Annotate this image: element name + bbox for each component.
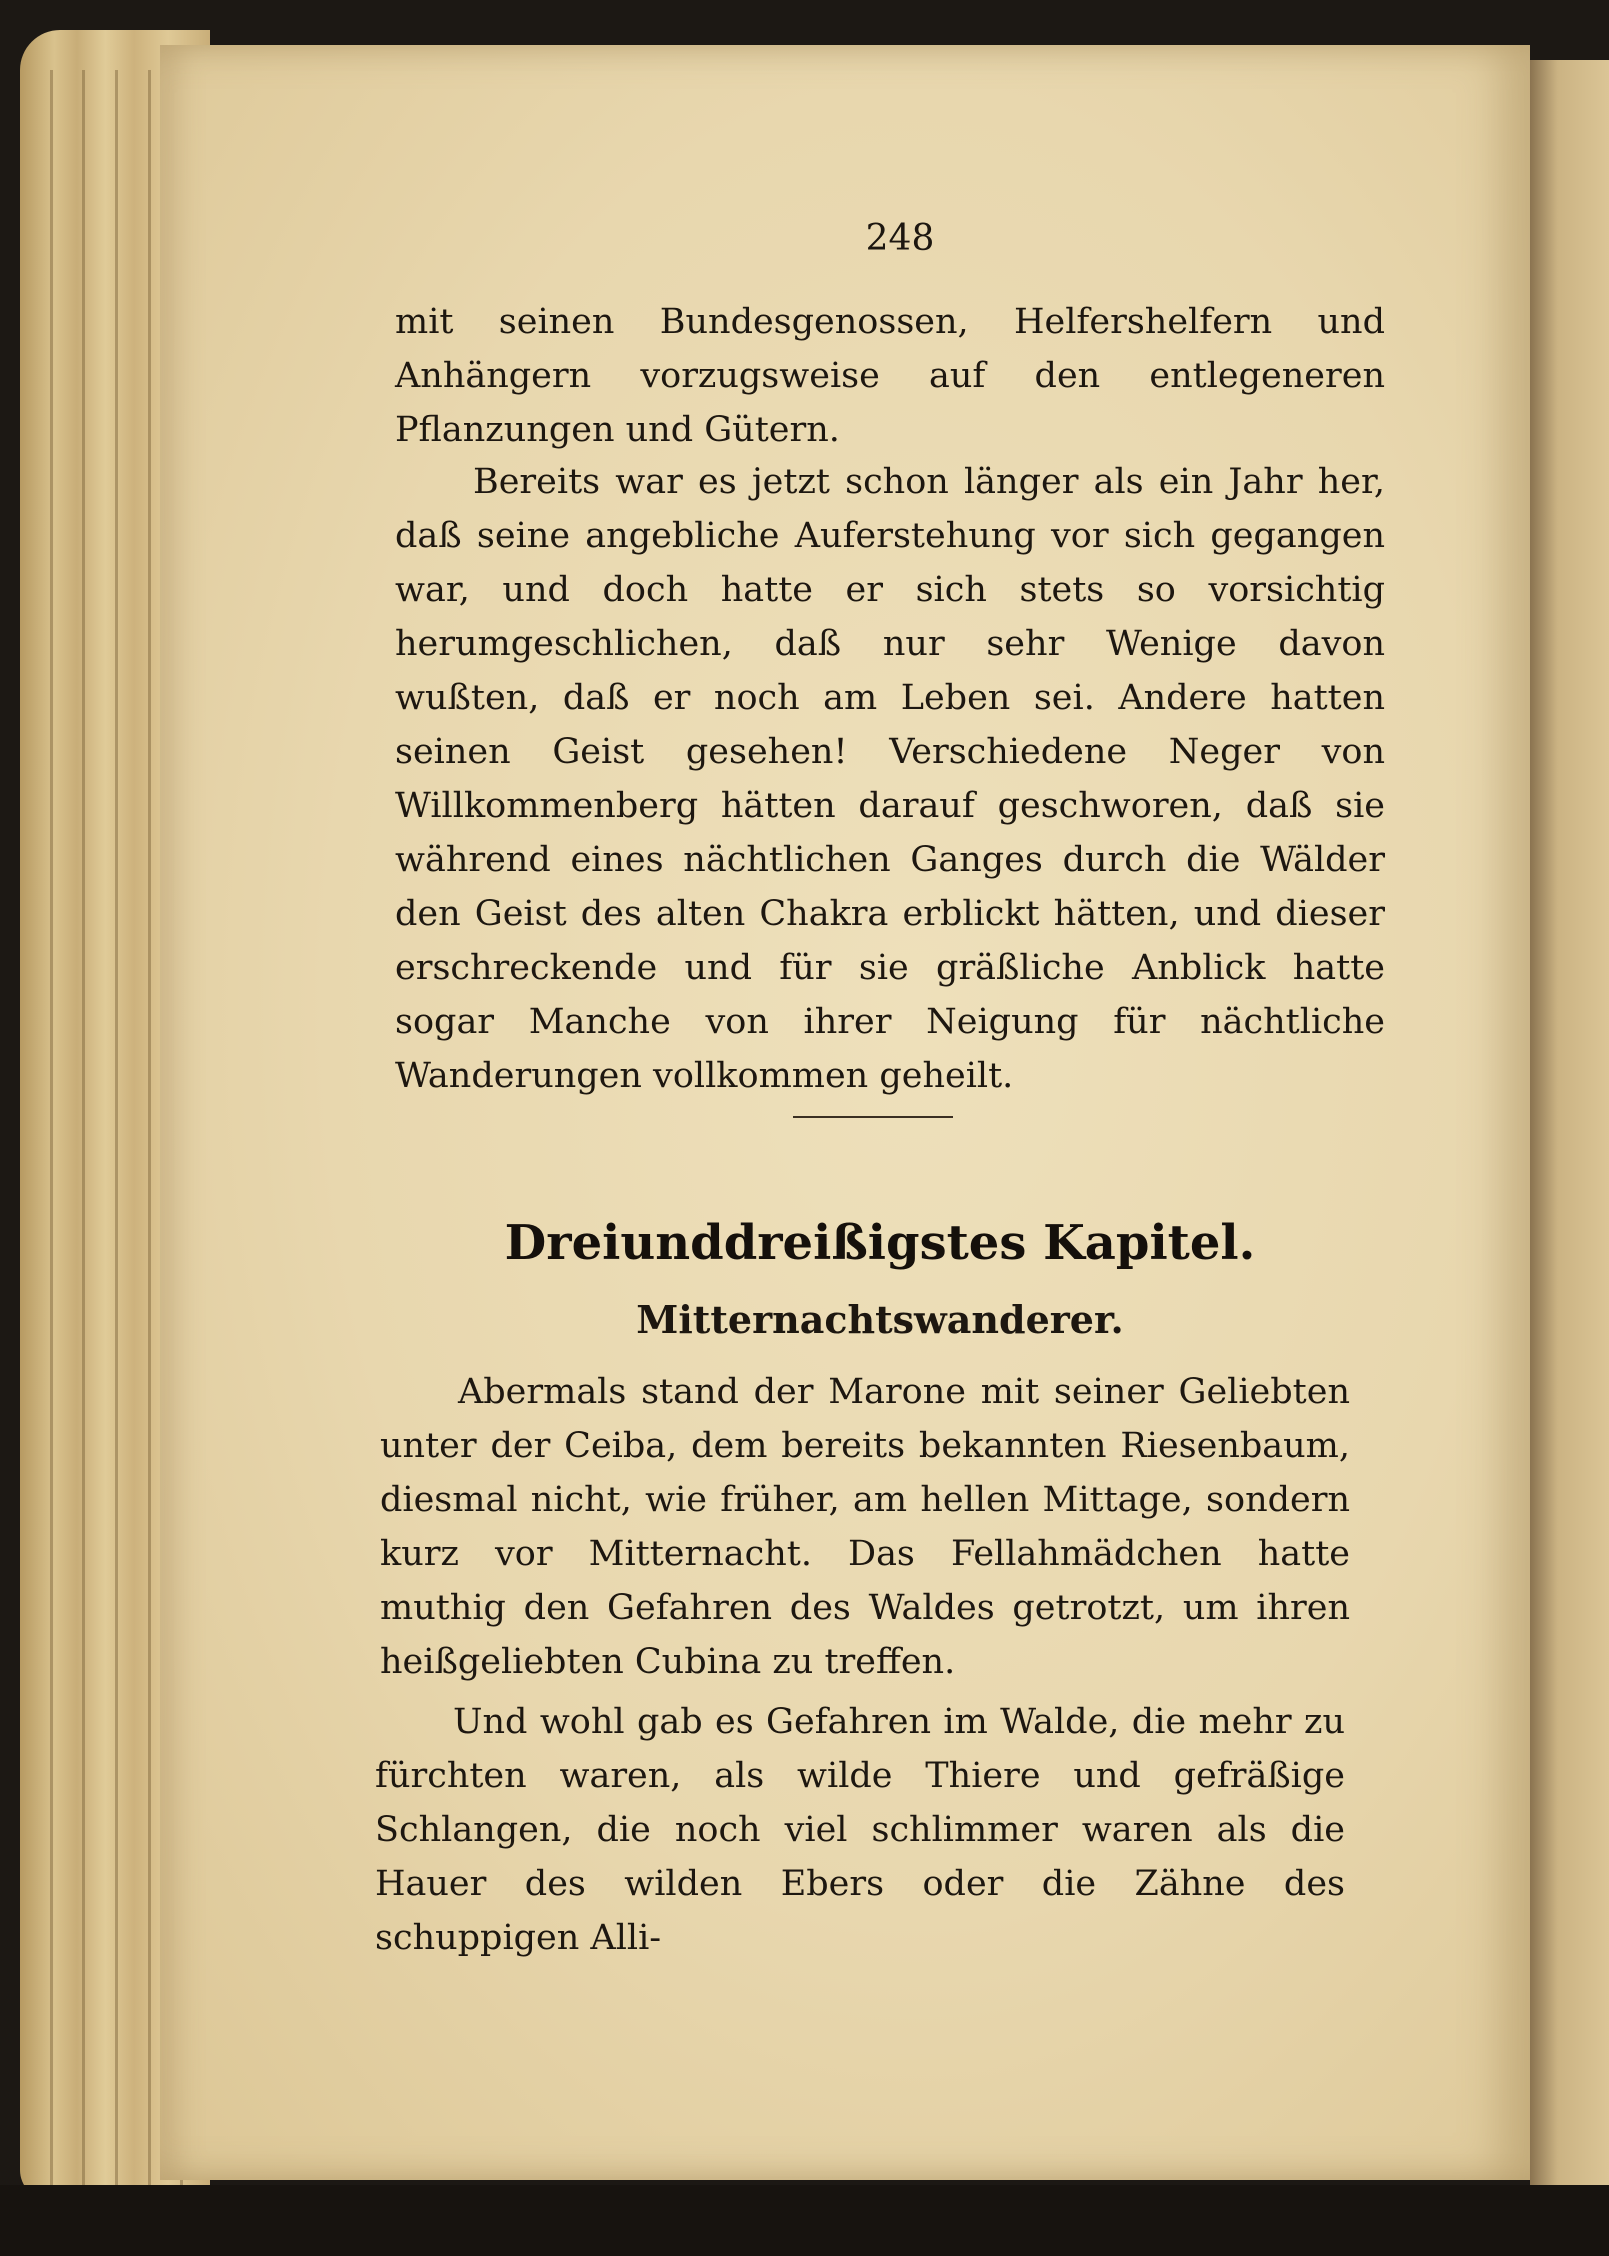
edge-line [115, 70, 118, 2210]
page-number: 248 [865, 218, 935, 259]
scan-background [0, 2185, 1609, 2256]
paragraph-continued: mit seinen Bundesgenossen, Helfershelfern und Anhängern vorzugsweise auf den entlegeneren Pflanzungen und Gütern. [395, 302, 1385, 450]
chapter-paragraph: Und wohl gab es Gefahren im Walde, die mehr zu fürchten waren, als wilde Thiere und gefräßige Schlangen, die noch viel schlimmer waren als die Hauer des wilden Ebers oder die Zähne des schuppigen Alli- [375, 1702, 1345, 1958]
chapter-title: Dreiunddreißigstes Kapitel. [504, 1215, 1256, 1271]
section-divider [793, 1116, 953, 1118]
edge-line [148, 70, 151, 2210]
edge-line [50, 70, 53, 2210]
paragraph-body: Bereits war es jetzt schon länger als ein Jahr her, daß seine angebliche Auferstehung vor sich gegangen war, und doch hatte er sich stets so vorsichtig herumgeschlichen, daß nur sehr Wenige davon wußten, daß er noch am Leben sei. Andere hatten seinen Geist gesehen! Verschiedene Neger von Willkommenberg hätten darauf geschworen, daß sie während eines nächtlichen Ganges durch die Wälder den Geist des alten Chakra erblickt hätten, und dieser erschreckende und für sie gräßliche Anblick hatte sogar Manche von ihrer Neigung für nächtliche Wanderungen vollkommen geheilt. [395, 462, 1385, 1096]
chapter-subtitle: Mitternachtswanderer. [636, 1297, 1124, 1342]
chapter-paragraph: Abermals stand der Marone mit seiner Geliebten unter der Ceiba, dem bereits bekannten Riesenbaum, diesmal nicht, wie früher, am hellen Mittage, sondern kurz vor Mitternacht. Das Fellahmädchen hatte muthig den Gefahren des Waldes getrotzt, um ihren heißgeliebten Cubina zu treffen. [380, 1372, 1350, 1682]
edge-line [82, 70, 85, 2210]
facing-page-edge [1530, 60, 1609, 2200]
